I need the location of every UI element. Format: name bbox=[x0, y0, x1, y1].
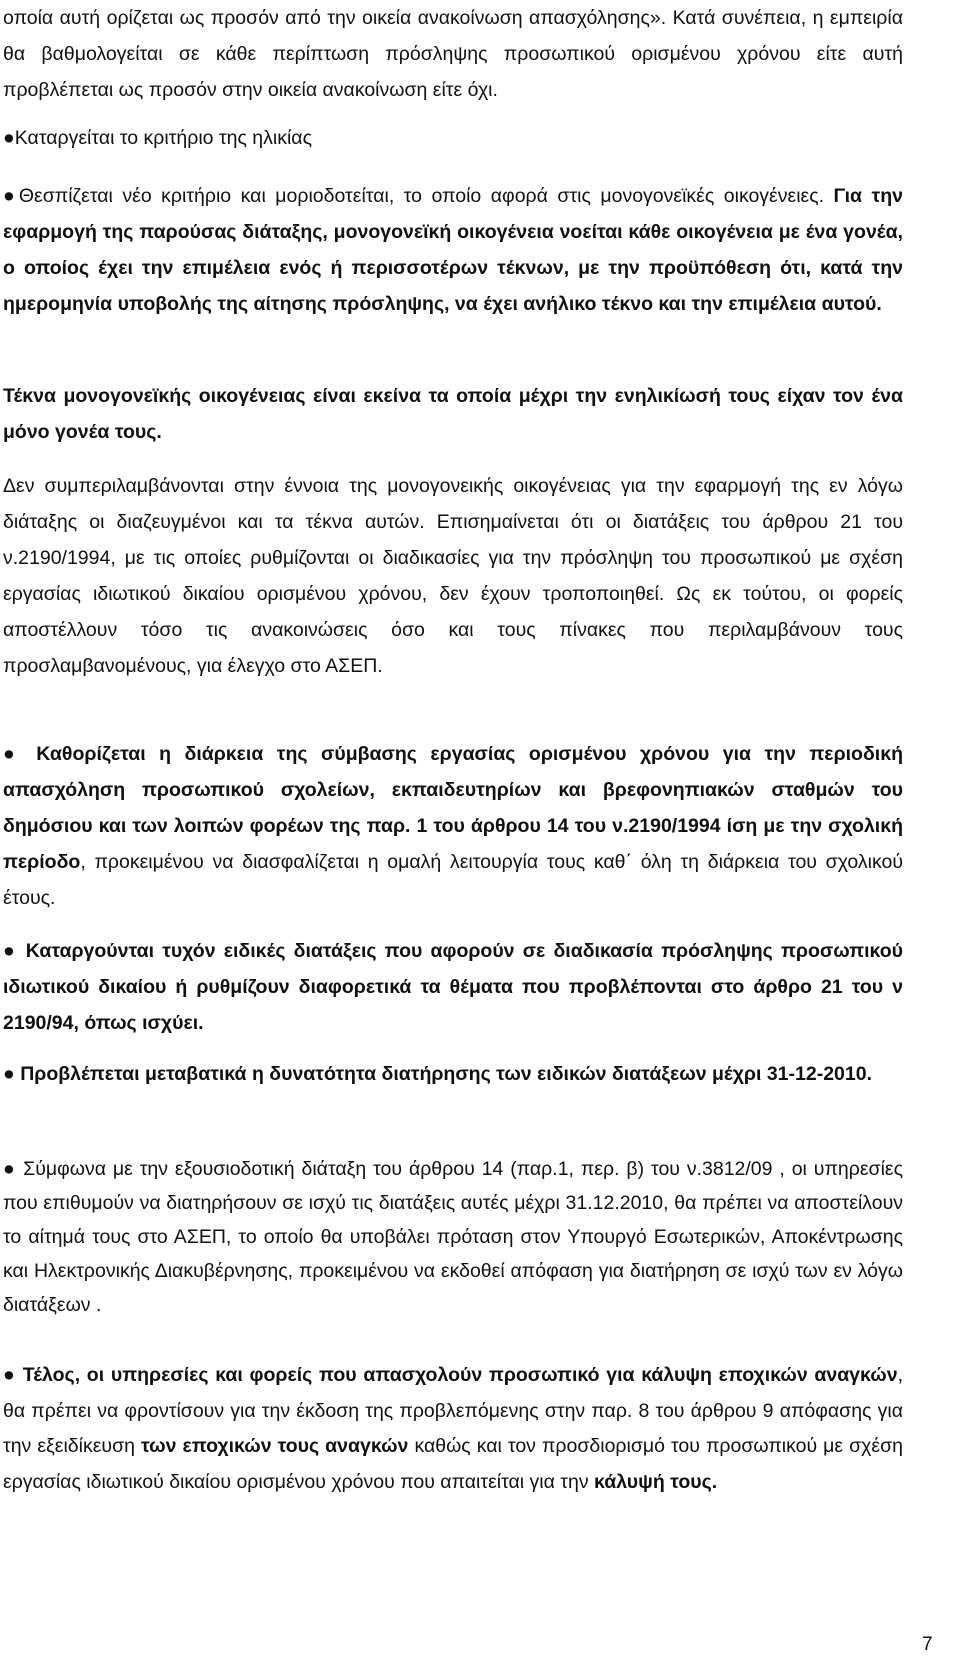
paragraph-text: ● Καταργούνται τυχόν ειδικές διατάξεις που αφορούν σε διαδικασία πρόσληψης προσωπικού ιδιωτικού δικαίου ή ρυθμίζουν διαφορετικά τα θέματα που προβλέπονται στο άρθρο 21 του ν 2190/94, όπως ισχύει. bbox=[3, 940, 903, 1034]
paragraph-bold-text: ● Τέλος, οι υπηρεσίες και φορείς που απασχολούν προσωπικό για κάλυψη εποχικών αναγκών bbox=[3, 1364, 898, 1386]
paragraph-text: ● Προβλέπεται μεταβατικά η δυνατότητα διατήρησης των ειδικών διατάξεων μέχρι 31-12-2010. bbox=[3, 1063, 872, 1085]
bullet-single-parent bbox=[3, 178, 903, 322]
paragraph-bold-text: Για την εφαρμογή της παρούσας διάταξης, μονογονεϊκή οικογένεια νοείται κάθε οικογένεια με ένα γονέα, ο οποίος έχει την επιμέλεια ενός ή περισσοτέρων τέκνων, με την προϋπόθεση ότι, κατά την ημερομηνία υποβολής της αίτησης πρόσληψης, να έχει ανήλικο τέκνο και την επιμέλεια αυτού. bbox=[3, 185, 904, 315]
paragraph-text: Δεν συμπεριλαμβάνονται στην έννοια της μονογονεικής οικογένειας για την εφαρμογή της εν λόγω διάταξης οι διαζευγμένοι και τα τέκνα αυτών. Επισημαίνεται ότι οι διατάξεις του άρθρου 21 του ν.2190/1994, με τις οποίες ρυθμίζονται οι διαδικασίες για την πρόσληψη του προσωπικού με σχέση εργασίας ιδιωτικού δικαίου ορισμένου χρόνου, δεν έχουν τροποποιηθεί. Ως εκ τούτου, οι φορείς αποστέλλουν τόσο τις ανακοινώσεις όσο και τους πίνακες που περιλαμβάνουν τους προσλαμβανομένους, για έλεγχο στο ΑΣΕΠ. bbox=[3, 475, 903, 677]
paragraph-children-definition bbox=[3, 378, 903, 450]
paragraph-bold-text: κάλυψή τους. bbox=[594, 1470, 718, 1493]
paragraph-text: Τέκνα μονογονεϊκής οικογένειας είναι εκείνα τα οποία μέχρι την ενηλικίωσή τους είχαν τον ένα μόνο γονέα τους. bbox=[3, 385, 903, 443]
paragraph-text: , θα πρέπει να φροντίσουν για την έκδοση της προβλεπόμενης στην παρ. 8 του άρθρου 9 απόφασης για την εξειδίκευση bbox=[3, 1364, 903, 1457]
paragraph-text: ●Καταργείται το κριτήριο της ηλικίας bbox=[3, 127, 312, 149]
paragraph-text: ● Σύμφωνα με την εξουσιοδοτική διάταξη του άρθρου 14 (παρ.1, περ. β) του ν.3812/09 , οι υπηρεσίες που επιθυμούν να διατηρήσουν σε ισχύ τις διατάξεις αυτές μέχρι 31.12.2010, θα πρέπει να αποστείλουν το αίτημά τους στο ΑΣΕΠ, το οποίο θα υποβάλει πρόταση στον Υπουργό Εσωτερικών, Αποκέντρωσης και Ηλεκτρονικής Διακυβέρνησης, προκειμένου να εκδοθεί απόφαση για διατήρηση σε ισχύ των εν λόγω διατάξεων . bbox=[3, 1158, 903, 1316]
bullet-authorization bbox=[3, 1152, 903, 1322]
paragraph-bold-text: ● Καθορίζεται η διάρκεια της σύμβασης εργασίας ορισμένου χρόνου για την περιοδική απασχόληση προσωπικού σχολείων, εκπαιδευτηρίων και βρεφονηπιακών σταθμών του δημόσιου και των λοιπών φορέων της παρ. 1 του άρθρου 14 του ν.2190/1994 ίση με την σχολική περίοδο bbox=[3, 743, 903, 873]
paragraph-experience bbox=[3, 0, 903, 108]
bullet-special-provisions bbox=[3, 933, 903, 1041]
paragraph-text: οποία αυτή ορίζεται ως προσόν από την οικεία ανακοίνωση απασχόλησης». Κατά συνέπεια, η εμπειρία θα βαθμολογείται σε κάθε περίπτωση πρόσληψης προσωπικού ορισμένου χρόνου είτε αυτή προβλέπεται ως προσόν στην οικεία ανακοίνωση είτε όχι. bbox=[3, 7, 903, 101]
bullet-contract-duration bbox=[3, 736, 903, 916]
bullet-seasonal-needs bbox=[3, 1358, 903, 1500]
paragraph-text: , προκειμένου να διασφαλίζεται η ομαλή λειτουργία τους καθ΄ όλη τη διάρκεια του σχολικού έτους. bbox=[3, 851, 903, 909]
paragraph-exclusions bbox=[3, 468, 903, 684]
bullet-age-criterion bbox=[3, 120, 903, 156]
bullet-transitional bbox=[3, 1056, 903, 1092]
page-number: 7 bbox=[922, 1634, 933, 1655]
paragraph-bold-text: των εποχικών τους αναγκών bbox=[141, 1435, 409, 1457]
paragraph-text: ●Θεσπίζεται νέο κριτήριο και μοριοδοτείται, το οποίο αφορά στις μονογονεϊκές οικογένειες. bbox=[3, 185, 834, 207]
paragraph-text: καθώς και τον προσδιορισμό του προσωπικού με σχέση εργασίας ιδιωτικού δικαίου ορισμένου χρόνου που απαιτείται για την bbox=[3, 1435, 903, 1493]
